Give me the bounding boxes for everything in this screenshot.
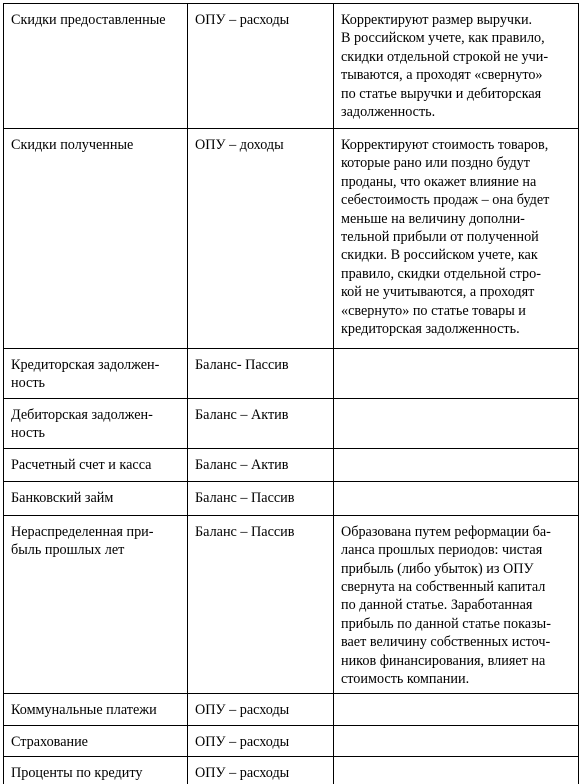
account-type-cell: Баланс – Актив [188, 398, 334, 448]
table-row [4, 725, 579, 756]
account-note-cell [334, 481, 579, 515]
table-row [4, 398, 579, 448]
account-name-cell: Скидки предоставленные [4, 4, 188, 129]
account-type-cell: Баланс – Актив [188, 448, 334, 481]
account-note-cell [334, 448, 579, 481]
account-name-cell: Проценты по кредиту [4, 757, 188, 784]
account-type-cell: Баланс – Пассив [188, 481, 334, 515]
account-type-cell: ОПУ – доходы [188, 129, 334, 349]
table-row [4, 349, 579, 399]
account-name-cell: Банковский займ [4, 481, 188, 515]
account-type-cell: ОПУ – расходы [188, 757, 334, 784]
table-row [4, 757, 579, 784]
table-row [4, 4, 579, 129]
account-note-cell [334, 725, 579, 756]
account-name-cell: Страхование [4, 725, 188, 756]
account-type-cell: Баланс- Пассив [188, 349, 334, 399]
accounts-table [3, 3, 579, 784]
table-row [4, 481, 579, 515]
account-name-cell: Коммунальные платежи [4, 694, 188, 725]
account-note-cell: Корректируют стоимость товаров, которые рано или поздно будут проданы, что окажет влияние на себестоимость продаж – она будет меньше на величину дополни- тельной прибыли от полученной скидки. В российском учете, как правило, скидки отдельной стро- кой не учитываются, а проходят «свернуто» по статье товары и кредиторская задолженность. [334, 129, 579, 349]
account-name-cell: Нераспределенная при- быль прошлых лет [4, 515, 188, 694]
account-note-cell [334, 398, 579, 448]
account-type-cell: ОПУ – расходы [188, 4, 334, 129]
account-note-cell: Образована путем реформации ба- ланса прошлых периодов: чистая прибыль (либо убыток) из ОПУ свернута на собственный капитал по данной статье. Заработанная прибыль по данной статье показы- вает величину собственных источ- ников финансирования, влияет на стоимость компании. [334, 515, 579, 694]
account-name-cell: Дебиторская задолжен- ность [4, 398, 188, 448]
account-note-cell [334, 349, 579, 399]
table-row [4, 448, 579, 481]
table-row [4, 129, 579, 349]
account-name-cell: Расчетный счет и касса [4, 448, 188, 481]
table-row [4, 515, 579, 694]
account-type-cell: Баланс – Пассив [188, 515, 334, 694]
account-type-cell: ОПУ – расходы [188, 694, 334, 725]
account-name-cell: Скидки полученные [4, 129, 188, 349]
account-note-cell [334, 757, 579, 784]
table-row [4, 694, 579, 725]
account-note-cell [334, 694, 579, 725]
account-note-cell: Корректируют размер выручки. В российском учете, как правило, скидки отдельной строкой не учи- тываются, а проходят «свернуто» по статье выручки и дебиторская задолженность. [334, 4, 579, 129]
account-name-cell: Кредиторская задолжен- ность [4, 349, 188, 399]
account-type-cell: ОПУ – расходы [188, 725, 334, 756]
